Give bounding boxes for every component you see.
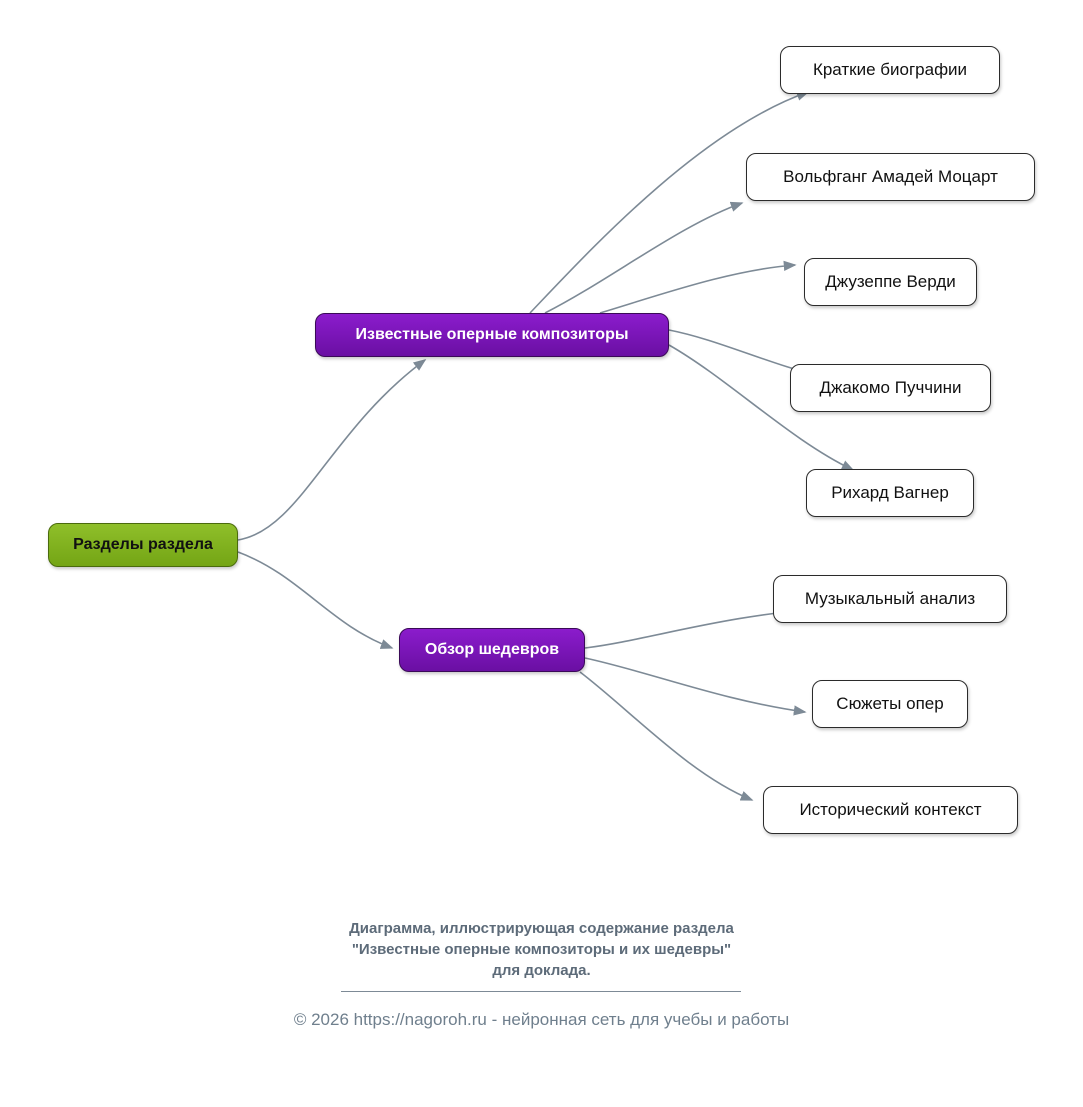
node-label: Вольфганг Амадей Моцарт (783, 166, 998, 186)
node-l6[interactable] (773, 575, 1007, 623)
node-l7[interactable] (812, 680, 968, 728)
caption-divider (341, 991, 741, 992)
node-l5[interactable] (806, 469, 974, 517)
node-label: Обзор шедевров (424, 641, 560, 659)
edge-b1-to-l3 (600, 265, 795, 313)
node-label: Краткие биографии (812, 59, 968, 79)
node-root[interactable] (48, 523, 238, 567)
edge-b1-to-l2 (545, 203, 742, 313)
node-label: Джакомо Пуччини (819, 377, 962, 397)
node-label: Джузеппе Верди (825, 271, 956, 291)
node-label: Исторический контекст (799, 799, 982, 819)
edge-root-to-b1 (238, 360, 425, 540)
node-l4[interactable] (790, 364, 991, 412)
node-label: Сюжеты опер (836, 693, 944, 713)
node-l8[interactable] (763, 786, 1018, 834)
node-l1[interactable] (780, 46, 1000, 94)
node-label: Разделы раздела (73, 536, 213, 554)
node-label: Известные оперные композиторы (355, 326, 629, 344)
node-b1[interactable] (315, 313, 669, 357)
caption-line-1: Диаграмма, иллюстрирующая содержание раздела (349, 920, 734, 937)
edge-b2-to-l7 (585, 658, 805, 712)
edge-b2-to-l8 (580, 672, 752, 800)
node-label: Музыкальный анализ (804, 588, 976, 608)
node-label: Рихард Вагнер (831, 482, 949, 502)
node-l3[interactable] (804, 258, 977, 306)
edge-b1-to-l1 (530, 92, 808, 313)
footer-credit: © 2026 https://nagoroh.ru - нейронная сеть для учебы и работы (293, 1010, 790, 1029)
node-b2[interactable] (399, 628, 585, 672)
caption-line-3: для доклада. (492, 962, 591, 979)
edge-root-to-b2 (238, 552, 392, 648)
node-l2[interactable] (746, 153, 1035, 201)
caption-line-2: "Известные оперные композиторы и их шедевры" (351, 941, 732, 958)
